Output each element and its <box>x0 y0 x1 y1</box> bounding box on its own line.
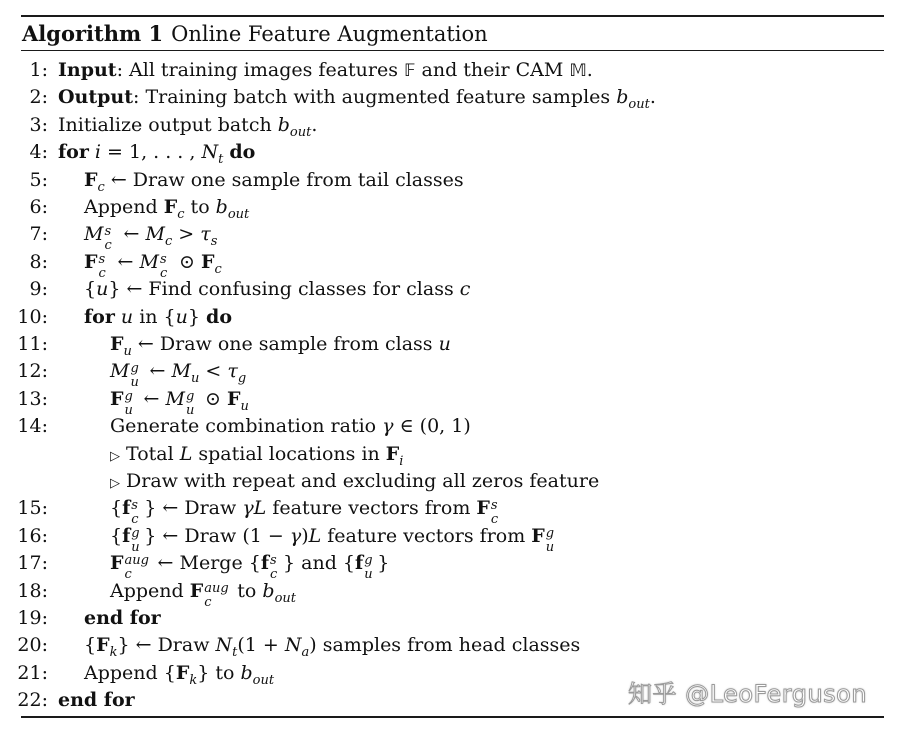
line-fragment: } and { <box>283 552 355 575</box>
line-fragment: ← <box>137 387 166 410</box>
subscript: u <box>130 375 139 391</box>
line-text <box>110 413 471 440</box>
line-number: 19: <box>17 607 48 629</box>
superscript: g <box>545 525 555 541</box>
line-fragment: k <box>189 672 198 688</box>
line-fragment: N <box>201 141 219 164</box>
top-rule <box>21 15 884 17</box>
line-text <box>84 632 580 661</box>
line-fragment: . <box>649 86 656 109</box>
header-rule <box>21 50 884 51</box>
line-number: 13: <box>17 387 48 410</box>
line-fragment: Initialize output batch <box>58 113 278 136</box>
keyword: Output <box>58 86 134 109</box>
line-fragment: } ← Draw (1 − <box>144 524 290 547</box>
line-number: 8: <box>29 250 48 273</box>
line-fragment: out <box>628 97 650 113</box>
subscript: c <box>204 594 212 610</box>
line-fragment: M <box>139 250 159 273</box>
line-fragment: F <box>175 661 190 684</box>
line-text <box>110 331 451 360</box>
line-fragment: } ← Draw <box>144 497 243 520</box>
math-script <box>185 386 199 418</box>
superscript: s <box>490 498 498 514</box>
line-fragment: b <box>240 661 253 684</box>
line-fragment: (1 + <box>237 634 285 657</box>
line-fragment: u <box>190 371 200 387</box>
superscript: s <box>159 251 167 267</box>
line-number: 21: <box>17 661 48 684</box>
line-fragment: f <box>122 497 131 520</box>
line-fragment: } <box>187 305 207 328</box>
line-fragment: : Training batch with augmented feature samples <box>133 86 617 109</box>
line-fragment: M <box>165 387 185 410</box>
line-fragment: F <box>110 333 124 355</box>
math-script <box>98 249 112 281</box>
line-fragment: } ← Find confusing classes for class <box>108 278 460 301</box>
subscript: c <box>270 567 278 583</box>
line-fragment: to <box>184 196 216 218</box>
line-fragment: F <box>476 497 490 520</box>
line-fragment: M <box>171 360 191 383</box>
superscript: g <box>364 553 373 569</box>
line-fragment: f <box>260 552 270 575</box>
line-fragment: γ <box>382 415 394 438</box>
line-number: 20: <box>17 634 48 657</box>
line-fragment: { <box>84 634 97 657</box>
superscript: g <box>185 388 195 404</box>
line-text <box>84 304 232 331</box>
superscript: aug <box>124 553 149 569</box>
line-fragment: M <box>145 223 165 246</box>
line-number: 16: <box>17 524 48 547</box>
line-fragment: Generate combination ratio <box>110 415 383 438</box>
superscript: aug <box>204 580 229 596</box>
line-fragment: F <box>84 250 98 273</box>
comment-triangle-icon: ▷ <box>110 476 120 491</box>
keyword: Input <box>58 59 117 81</box>
superscript: s <box>98 251 106 267</box>
line-fragment: > <box>172 223 201 246</box>
algorithm-label: Algorithm 1 <box>22 21 164 46</box>
line-number: 3: <box>29 113 48 136</box>
line-fragment: t <box>218 152 224 168</box>
line-fragment: f <box>355 552 364 575</box>
subscript: c <box>131 512 139 528</box>
line-fragment: F <box>84 168 98 191</box>
math-script <box>363 550 377 583</box>
line-fragment: k <box>109 645 118 661</box>
line-fragment: N <box>215 634 233 657</box>
line-fragment: Draw with repeat and excluding all zeros feature <box>126 470 600 492</box>
subscript: u <box>131 539 140 555</box>
line-fragment: Total <box>126 442 180 465</box>
line-text <box>110 386 249 418</box>
superscript: g <box>124 388 133 404</box>
math-script <box>159 249 173 281</box>
subscript: c <box>490 512 499 528</box>
line-fragment: i <box>94 141 101 164</box>
line-fragment: τ <box>200 223 211 246</box>
math-script <box>124 386 138 418</box>
math-script <box>490 495 504 528</box>
line-fragment: ) <box>301 524 309 547</box>
line-number: 1: <box>29 59 48 81</box>
keyword: do <box>229 141 256 164</box>
line-fragment: M <box>110 360 130 383</box>
comment-triangle-icon: ▷ <box>110 448 120 464</box>
line-fragment: F <box>96 634 110 657</box>
line-fragment: t <box>232 645 238 661</box>
line-text <box>58 57 593 85</box>
line-fragment: . <box>586 59 593 81</box>
math-script <box>129 358 143 391</box>
line-number: 14: <box>17 415 48 438</box>
line-fragment: { <box>84 278 97 301</box>
line-fragment: c <box>177 207 185 222</box>
line-fragment: τ <box>227 360 238 383</box>
line-fragment: 𝕄 <box>569 61 587 81</box>
line-fragment: spatial locations in <box>192 442 386 465</box>
line-fragment: b <box>262 579 275 602</box>
line-text <box>110 495 504 528</box>
line-fragment: ← <box>117 223 146 246</box>
line-text <box>58 84 656 113</box>
line-fragment: ← Merge { <box>151 552 261 575</box>
math-script <box>130 495 144 528</box>
keyword: for <box>84 305 115 328</box>
math-script <box>130 523 144 555</box>
math-script <box>545 523 559 555</box>
line-fragment: c <box>214 261 222 277</box>
line-fragment: { <box>110 524 123 547</box>
superscript: g <box>131 525 140 541</box>
line-fragment: c <box>459 278 471 301</box>
line-fragment: g <box>237 371 247 387</box>
line-fragment: out <box>227 207 250 222</box>
line-fragment: = 1, . . . , <box>100 141 202 164</box>
line-fragment: to <box>231 579 263 602</box>
line-fragment: Append <box>84 196 164 218</box>
math-script <box>124 550 152 583</box>
line-fragment: } <box>377 552 390 575</box>
algorithm-title: Online Feature Augmentation <box>171 22 488 46</box>
line-fragment: } ← Draw <box>117 634 216 657</box>
line-fragment: F <box>110 552 124 575</box>
line-fragment: γ <box>289 524 302 547</box>
line-fragment: u <box>240 398 249 414</box>
line-fragment: b <box>215 196 228 218</box>
line-number: 12: <box>17 360 48 383</box>
line-fragment: < <box>199 360 228 383</box>
line-fragment: F <box>385 442 400 465</box>
line-number: 6: <box>29 196 48 218</box>
line-number: 15: <box>17 497 48 520</box>
line-fragment: feature vectors from <box>321 524 532 547</box>
line-fragment: out <box>274 590 296 606</box>
line-fragment: u <box>120 305 134 328</box>
line-fragment: F <box>226 387 241 410</box>
subscript: u <box>545 539 555 555</box>
keyword: end for <box>84 607 161 629</box>
subscript: u <box>185 402 195 418</box>
line-fragment: and their CAM <box>415 59 570 81</box>
line-fragment: { <box>110 497 123 520</box>
line-fragment: b <box>277 113 290 136</box>
bottom-rule <box>21 716 884 718</box>
line-fragment: F <box>531 524 545 547</box>
line-fragment: u <box>96 278 109 301</box>
line-fragment: Append { <box>84 661 176 684</box>
line-number: 4: <box>29 141 48 164</box>
line-fragment: N <box>284 634 302 657</box>
line-number: 22: <box>17 689 48 712</box>
line-text <box>110 523 559 555</box>
subscript: c <box>124 567 132 583</box>
line-text <box>110 550 390 583</box>
math-script <box>269 550 283 583</box>
line-text <box>110 468 599 497</box>
line-fragment: out <box>252 672 275 688</box>
superscript: g <box>130 361 139 377</box>
line-fragment: F <box>110 387 124 410</box>
subscript: c <box>98 265 106 281</box>
line-fragment: out <box>289 124 312 140</box>
line-number: 9: <box>29 278 48 301</box>
line-fragment: } to <box>197 661 241 684</box>
line-fragment: in { <box>133 305 176 328</box>
superscript: s <box>270 553 277 569</box>
superscript: s <box>104 224 112 240</box>
line-fragment: M <box>84 223 104 246</box>
line-number: 18: <box>17 579 48 602</box>
line-fragment: c <box>164 234 173 250</box>
line-number: 5: <box>29 168 48 191</box>
line-fragment: u <box>123 344 132 359</box>
line-fragment: ⊙ <box>172 250 201 273</box>
algorithm-header <box>22 20 488 48</box>
line-number: 2: <box>29 86 48 109</box>
line-fragment: . <box>311 113 318 136</box>
line-fragment: ⊙ <box>198 387 227 410</box>
line-text <box>84 249 222 281</box>
line-text <box>110 578 296 610</box>
line-fragment: ← <box>111 250 140 273</box>
line-number: 7: <box>29 223 48 246</box>
subscript: c <box>104 238 112 254</box>
line-fragment: F <box>200 250 215 273</box>
math-script <box>103 221 117 254</box>
superscript: s <box>131 498 138 514</box>
line-fragment: b <box>616 86 629 109</box>
line-fragment: ← <box>143 360 172 383</box>
line-fragment: F <box>163 196 178 218</box>
line-fragment: ← Draw one sample from tail classes <box>104 168 464 191</box>
subscript: c <box>159 265 168 281</box>
keyword: do <box>206 305 232 328</box>
line-fragment: i <box>399 453 404 469</box>
line-text <box>84 276 470 303</box>
line-fragment: L <box>308 524 322 547</box>
line-fragment: ) samples from head classes <box>309 634 581 657</box>
subscript: u <box>364 567 373 583</box>
line-fragment: u <box>438 333 451 355</box>
keyword: for <box>58 141 89 164</box>
line-text <box>110 441 403 470</box>
keyword: end for <box>58 689 135 712</box>
line-fragment: F <box>189 579 204 602</box>
line-number: 11: <box>17 333 48 355</box>
line-fragment: feature vectors from <box>266 497 477 520</box>
line-text <box>84 605 161 632</box>
line-fragment: a <box>301 645 310 661</box>
line-fragment: s <box>210 234 218 250</box>
line-fragment: L <box>179 442 193 465</box>
line-fragment: u <box>175 305 188 328</box>
line-fragment: Append <box>110 579 190 602</box>
line-text <box>84 660 274 689</box>
line-number: 10: <box>17 305 48 328</box>
math-script <box>203 578 231 610</box>
line-text <box>58 112 317 141</box>
line-fragment: f <box>122 524 131 547</box>
line-fragment: c <box>97 179 105 195</box>
line-fragment: ← Draw one sample from class <box>131 333 439 355</box>
line-fragment: γL <box>242 497 267 520</box>
line-fragment: : All training images features <box>116 59 405 81</box>
line-fragment: ∈ (0, 1) <box>393 415 471 438</box>
watermark: 知乎 @LeoFerguson <box>628 680 868 708</box>
subscript: u <box>124 402 133 418</box>
line-text <box>58 139 255 168</box>
line-fragment: 𝔽 <box>404 61 416 81</box>
line-text <box>58 687 135 714</box>
line-text <box>84 167 464 196</box>
line-number: 17: <box>17 552 48 575</box>
